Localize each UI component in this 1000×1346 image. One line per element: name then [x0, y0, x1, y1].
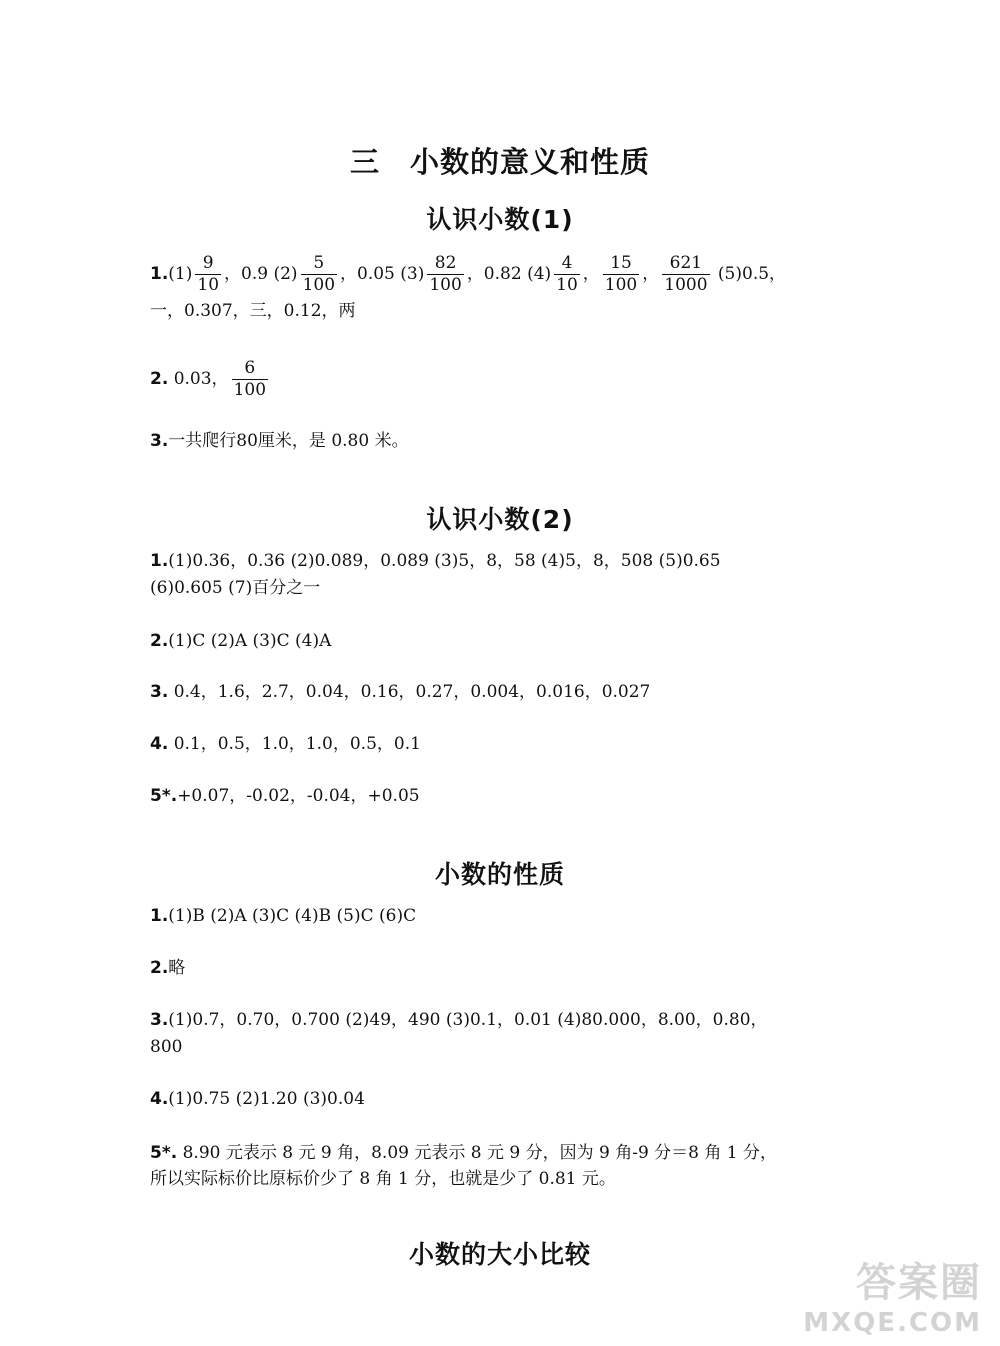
denominator: 1000 [664, 275, 708, 295]
numerator: 4 [561, 253, 573, 273]
denominator: 100 [302, 275, 336, 295]
fraction [232, 360, 268, 399]
answer-text: ，0.05 (3) [340, 264, 425, 284]
answer-text: (1) [168, 264, 193, 284]
question-number: 2. [150, 369, 169, 389]
s3-q3-line1 [150, 1007, 768, 1033]
numerator: 9 [202, 253, 214, 273]
answer-text: (1)C (2)A (3)C (4)A [168, 631, 332, 651]
watermark-url: MXQE.COM [803, 1308, 982, 1338]
section-title-1: 认识小数(1) [426, 205, 574, 234]
denominator: 10 [556, 275, 578, 295]
answer-text: ， [582, 264, 600, 284]
fraction [427, 255, 463, 294]
answer-text: 0.4，1.6，2.7，0.04，0.16，0.27，0.004，0.016，0.027 [173, 682, 651, 702]
fraction [554, 255, 580, 294]
chapter-name: 小数的意义和性质 [410, 145, 651, 179]
s2-q5 [150, 783, 420, 809]
answer-text: ，0.9 (2) [224, 264, 298, 284]
s2-q3 [150, 679, 650, 705]
question-number: 3. [150, 682, 169, 702]
answer-text: (1)0.7，0.70，0.700 (2)49，490 (3)0.1，0.01 (4)80.000，8.00，0.80， [168, 1010, 768, 1030]
s1-q1-line2: 一，0.307，三，0.12，两 [150, 301, 356, 321]
fraction [195, 255, 221, 294]
fraction [662, 255, 709, 294]
s1-q3 [150, 428, 409, 454]
s2-q1-line2: (6)0.605 (7)百分之一 [150, 578, 321, 598]
answer-text: (1)0.36，0.36 (2)0.089，0.089 (3)5，8，58 (4)5，8，508 (5)0.65 [168, 551, 721, 571]
s3-q5-line2: 所以实际标价比原标价少了 8 角 1 分，也就是少了 0.81 元。 [150, 1169, 616, 1189]
denominator: 100 [233, 380, 267, 400]
section-title-4: 小数的大小比较 [408, 1240, 591, 1269]
answer-text: ， [642, 264, 660, 284]
answer-text: 略 [168, 958, 186, 978]
question-number: 3. [150, 431, 169, 451]
question-number: 1. [150, 551, 169, 571]
s1-q1-line1 [150, 255, 786, 294]
answer-text: 一共爬行80厘米，是 0.80 米。 [168, 431, 409, 451]
s2-q1-line1 [150, 548, 721, 574]
numerator: 82 [434, 253, 457, 273]
s3-q1 [150, 903, 416, 929]
answer-text: 0.1，0.5，1.0，1.0，0.5，0.1 [173, 734, 421, 754]
denominator: 10 [197, 275, 220, 295]
s1-q2 [150, 360, 271, 399]
question-number: 2. [150, 958, 169, 978]
s2-q4 [150, 731, 421, 757]
s3-q2 [150, 955, 185, 981]
chapter-number: 三 [349, 145, 380, 179]
fraction [603, 255, 639, 294]
question-number: 4. [150, 734, 169, 754]
numerator: 621 [669, 253, 703, 273]
section-title-3: 小数的性质 [434, 860, 565, 889]
numerator: 5 [313, 253, 325, 273]
question-number: 1. [150, 264, 169, 284]
s3-q3-line2: 800 [150, 1037, 183, 1057]
question-number: 4. [150, 1089, 169, 1109]
numerator: 6 [244, 358, 256, 378]
answer-text: (5)0.5， [712, 264, 787, 284]
answer-text: (1)B (2)A (3)C (4)B (5)C (6)C [168, 906, 417, 926]
answer-text: +0.07，-0.02，-0.04，+0.05 [177, 786, 420, 806]
s3-q4 [150, 1086, 365, 1112]
denominator: 100 [604, 275, 638, 295]
answer-text: ，0.82 (4) [466, 264, 552, 284]
question-number: 5*. [150, 1143, 178, 1163]
answer-text: 8.90 元表示 8 元 9 角，8.09 元表示 8 元 9 分，因为 9 角-9 分＝8 角 1 分， [182, 1143, 778, 1163]
watermark [803, 1251, 982, 1338]
answer-text: 0.03， [173, 369, 229, 389]
section-title-2: 认识小数(2) [426, 505, 574, 534]
watermark-logo-text: 答案圈 [856, 1260, 982, 1306]
denominator: 100 [429, 275, 462, 295]
fraction [301, 255, 337, 294]
numerator: 15 [610, 253, 632, 273]
question-number: 1. [150, 906, 169, 926]
question-number: 2. [150, 631, 169, 651]
question-number: 5*. [150, 786, 178, 806]
s3-q5-line1 [150, 1140, 777, 1166]
question-number: 3. [150, 1010, 169, 1030]
s2-q2 [150, 628, 331, 654]
answer-text: (1)0.75 (2)1.20 (3)0.04 [168, 1089, 365, 1109]
chapter-title [0, 140, 1000, 181]
